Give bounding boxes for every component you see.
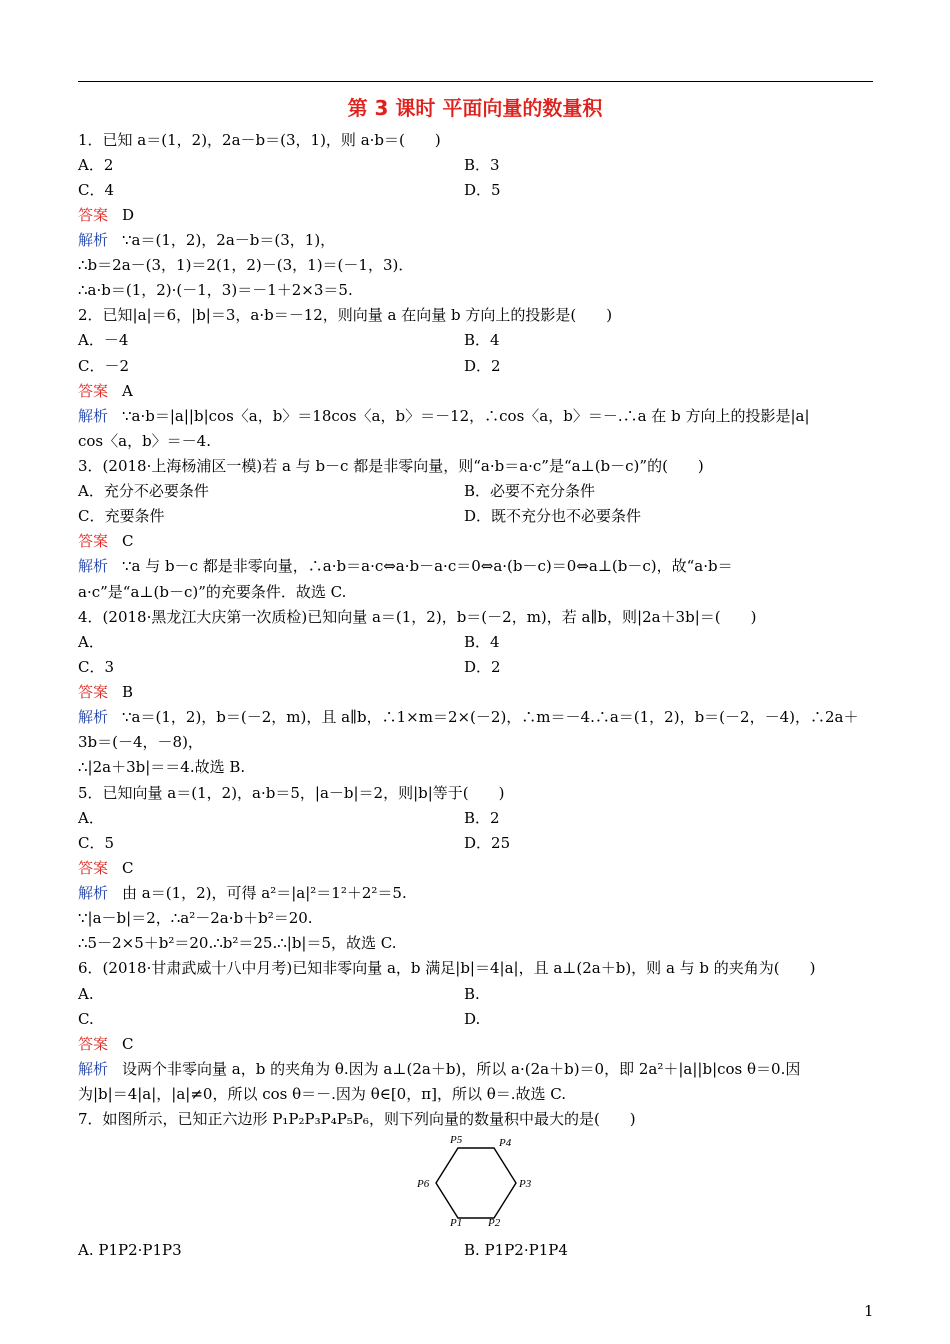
q6-option-d: D. (464, 1010, 481, 1028)
answer-label: 答案 (78, 1035, 109, 1053)
q6-answer (78, 1034, 874, 1054)
q5-stem: 5．已知向量 a＝(1，2)，a·b＝5，|a－b|＝2，则|b|等于( ) (78, 784, 505, 802)
q4-analysis-line: ∴|2a＋3b|＝＝4.故选 B. (78, 758, 246, 776)
q4-option-b: B．4 (464, 633, 500, 651)
q7-stem: 7．如图所示，已知正六边形 P₁P₂P₃P₄P₅P₆，则下列向量的数量积中最大的是( ) (78, 1110, 636, 1128)
analysis-text: ∵a＝(1，2)，2a－b＝(3，1)， (122, 231, 336, 249)
q3-option-d: D．既不充分也不必要条件 (464, 507, 642, 525)
q4-analysis-line: 3b＝(－4，－8)， (78, 733, 203, 751)
q4-option-d: D．2 (464, 658, 501, 676)
page-number: 1 (864, 1302, 874, 1320)
analysis-label: 解析 (78, 884, 109, 902)
analysis-text: ∵a 与 b－c 都是非零向量，∴a·b＝a·c⇔a·b－a·c＝0⇔a·(b－c)＝0⇔a⊥(b－c)，故“a·b＝ (122, 557, 733, 575)
q5-option-a: A． (78, 809, 104, 827)
page-title: 第 3 课时 平面向量的数量积 (347, 96, 603, 120)
q7-option-a: A. P1P2·P1P3 (78, 1241, 182, 1259)
answer-value: C (122, 859, 134, 877)
answer-value: C (122, 532, 134, 550)
q1-option-c: C．4 (78, 181, 115, 199)
q1-analysis-line: ∴a·b＝(1，2)·(－1，3)＝－1＋2×3＝5. (78, 281, 353, 299)
analysis-label: 解析 (78, 407, 109, 425)
answer-value: D (122, 206, 135, 224)
vertex-label-p2: P2 (488, 1217, 501, 1229)
q2-option-b: B．4 (464, 331, 500, 349)
vertex-label-p5: P5 (450, 1134, 463, 1146)
q1-option-b: B．3 (464, 156, 500, 174)
q3-analysis (78, 556, 874, 576)
analysis-text: ∵a·b＝|a||b|cos〈a，b〉＝18cos〈a，b〉＝－12，∴cos〈a，b〉＝－.∴a 在 b 方向上的投影是|a| (122, 407, 810, 425)
vertex-label-p4: P4 (499, 1137, 512, 1149)
q5-analysis-line: ∴5－2×5＋b²＝20.∴b²＝25.∴|b|＝5，故选 C. (78, 934, 397, 952)
q4-answer (78, 682, 874, 702)
vertex-label-p3: P3 (519, 1178, 532, 1190)
hexagon-shape (436, 1148, 516, 1218)
q2-answer (78, 381, 874, 401)
q4-option-a: A． (78, 633, 104, 651)
q1-analysis (78, 230, 874, 250)
q3-analysis-line: a·c”是“a⊥(b－c)”的充要条件．故选 C. (78, 583, 347, 601)
analysis-text: 由 a＝(1，2)，可得 a²＝|a|²＝1²＋2²＝5. (122, 884, 407, 902)
answer-label: 答案 (78, 859, 109, 877)
answer-value: C (122, 1035, 134, 1053)
answer-label: 答案 (78, 683, 109, 701)
q1-stem: 1．已知 a＝(1，2)，2a－b＝(3，1)，则 a·b＝( ) (78, 131, 441, 149)
q3-answer (78, 531, 874, 551)
q5-option-c: C．5 (78, 834, 115, 852)
q4-analysis (78, 707, 874, 727)
q3-option-c: C．充要条件 (78, 507, 165, 525)
q4-option-c: C．3 (78, 658, 115, 676)
q4-stem: 4．(2018·黑龙江大庆第一次质检)已知向量 a＝(1，2)，b＝(－2，m)，若 a∥b，则|2a＋3b|＝( ) (78, 608, 757, 626)
q1-answer (78, 205, 874, 225)
answer-value: B (122, 683, 134, 701)
q6-analysis (78, 1059, 874, 1079)
q5-option-b: B．2 (464, 809, 500, 827)
analysis-label: 解析 (78, 557, 109, 575)
analysis-label: 解析 (78, 231, 109, 249)
vertex-label-p6: P6 (417, 1178, 430, 1190)
analysis-label: 解析 (78, 708, 109, 726)
q1-option-d: D．5 (464, 181, 501, 199)
q6-stem: 6．(2018·甘肃武威十八中月考)已知非零向量 a，b 满足|b|＝4|a|，且 a⊥(2a＋b)，则 a 与 b 的夹角为( ) (78, 959, 816, 977)
q3-stem: 3．(2018·上海杨浦区一模)若 a 与 b－c 都是非零向量，则“a·b＝a·c”是“a⊥(b－c)”的( ) (78, 457, 704, 475)
answer-value: A (122, 382, 133, 400)
q2-stem: 2．已知|a|＝6，|b|＝3，a·b＝－12，则向量 a 在向量 b 方向上的投影是( ) (78, 306, 613, 324)
q3-option-b: B．必要不充分条件 (464, 482, 596, 500)
q2-option-c: C．－2 (78, 357, 130, 375)
q1-option-a: A．2 (78, 156, 114, 174)
q5-option-d: D．25 (464, 834, 511, 852)
analysis-label: 解析 (78, 1060, 109, 1078)
q7-option-b: B. P1P2·P1P4 (464, 1241, 568, 1259)
analysis-text: ∵a＝(1，2)，b＝(－2，m)，且 a∥b，∴1×m＝2×(－2)，∴m＝－4.∴a＝(1，2)，b＝(－2，－4)，∴2a＋ (122, 708, 859, 726)
q6-option-c: C. (78, 1010, 94, 1028)
header-rule (78, 81, 873, 82)
hexagon-figure (410, 1130, 540, 1230)
q1-analysis-line: ∴b＝2a－(3，1)＝2(1，2)－(3，1)＝(－1，3)． (78, 256, 414, 274)
q6-option-b: B. (464, 985, 480, 1003)
answer-label: 答案 (78, 382, 109, 400)
q2-option-a: A．－4 (78, 331, 129, 349)
q6-analysis-line: 为|b|＝4|a|，|a|≠0，所以 cos θ＝－.因为 θ∈[0，π]，所以 θ＝.故选 C. (78, 1085, 566, 1103)
vertex-label-p1: P1 (450, 1217, 463, 1229)
q5-analysis (78, 883, 874, 903)
answer-label: 答案 (78, 206, 109, 224)
q2-analysis-line: cos〈a，b〉＝－4. (78, 432, 211, 450)
analysis-text: 设两个非零向量 a，b 的夹角为 θ.因为 a⊥(2a＋b)，所以 a·(2a＋b)＝0，即 2a²＋|a||b|cos θ＝0.因 (122, 1060, 801, 1078)
q2-option-d: D．2 (464, 357, 501, 375)
answer-label: 答案 (78, 532, 109, 550)
q3-option-a: A．充分不必要条件 (78, 482, 209, 500)
q2-analysis (78, 406, 874, 426)
q5-analysis-line: ∵|a－b|＝2，∴a²－2a·b＋b²＝20. (78, 909, 313, 927)
q5-answer (78, 858, 874, 878)
q6-option-a: A. (78, 985, 94, 1003)
